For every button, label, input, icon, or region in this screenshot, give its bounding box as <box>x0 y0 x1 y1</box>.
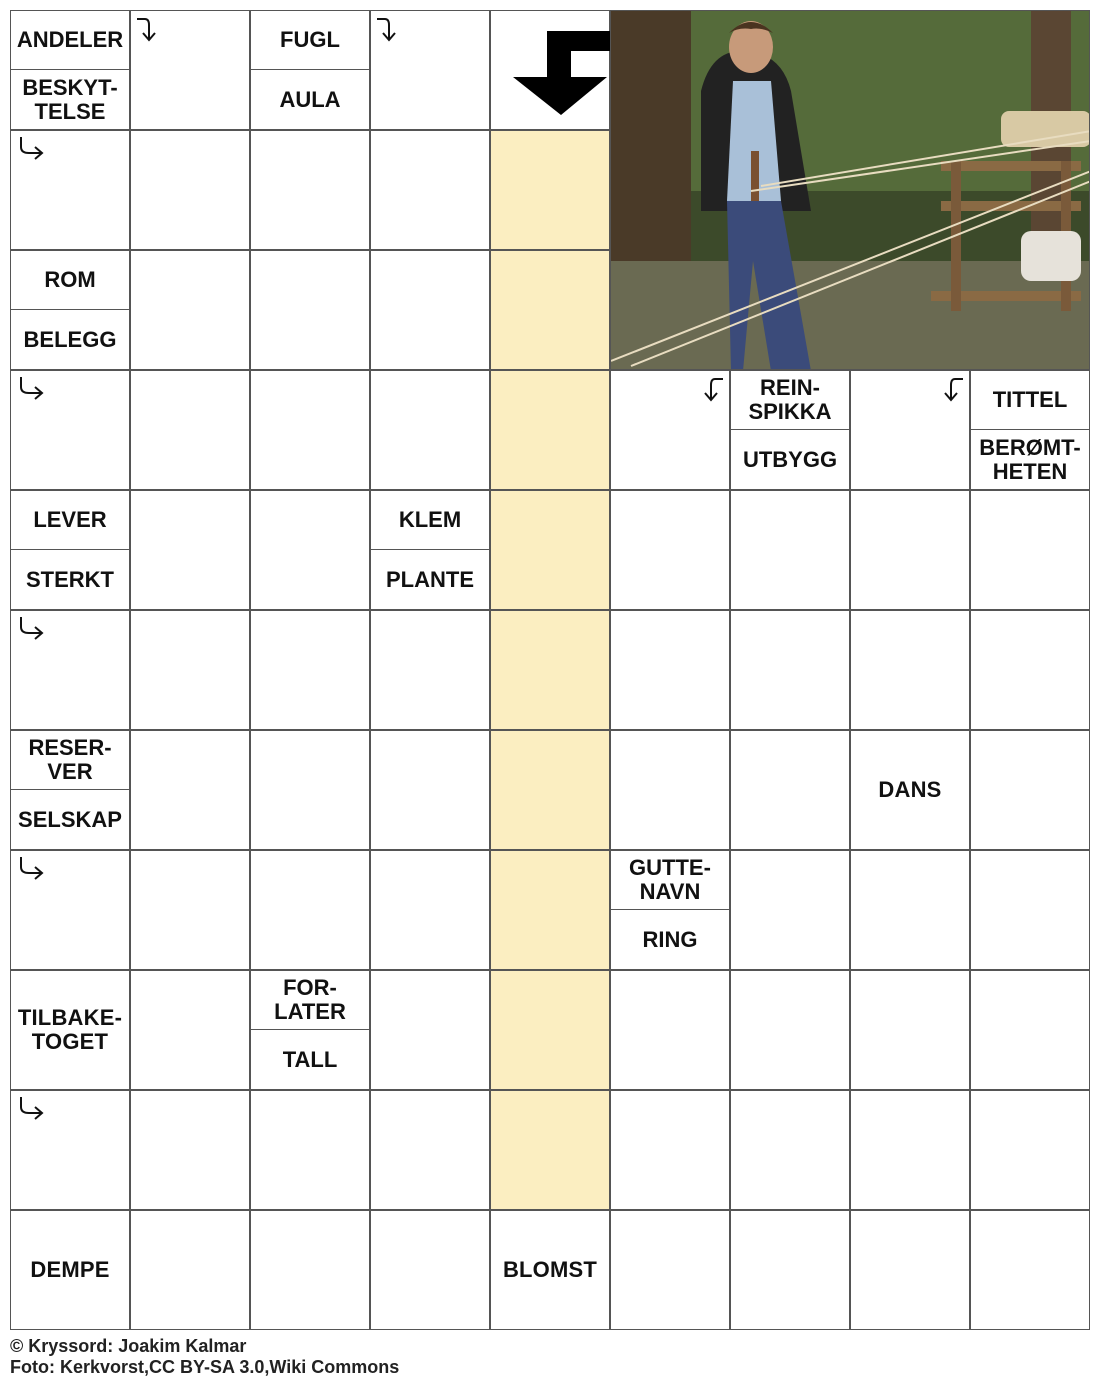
answer-cell[interactable] <box>610 1090 730 1210</box>
clue-cell-reinspikka-utbygg <box>730 370 850 490</box>
answer-cell[interactable] <box>130 850 250 970</box>
answer-cell[interactable] <box>610 730 730 850</box>
answer-cell[interactable] <box>130 1210 250 1330</box>
clue-klem: KLEM <box>371 491 489 550</box>
clue-ring: RING <box>642 926 698 952</box>
answer-cell[interactable] <box>250 130 370 250</box>
clue-cell-rom-belegg <box>10 250 130 370</box>
clue-tilbaketoget: TILBAKE- TOGET <box>10 970 130 1090</box>
answer-cell[interactable] <box>10 1090 130 1210</box>
clue-aula: AULA <box>279 86 341 112</box>
clue-dans: DANS <box>850 730 970 850</box>
answer-cell[interactable] <box>130 1090 250 1210</box>
answer-cell[interactable] <box>370 250 490 370</box>
answer-cell[interactable] <box>730 730 850 850</box>
answer-cell[interactable] <box>610 1210 730 1330</box>
solution-cell[interactable] <box>490 370 610 490</box>
answer-cell[interactable] <box>10 850 130 970</box>
answer-cell[interactable] <box>730 490 850 610</box>
answer-cell[interactable] <box>610 490 730 610</box>
answer-cell[interactable] <box>730 850 850 970</box>
clue-cell-fugl-aula <box>250 10 370 130</box>
clue-cell-klem-plante <box>370 490 490 610</box>
answer-cell[interactable] <box>250 370 370 490</box>
solution-cell[interactable] <box>490 250 610 370</box>
answer-cell[interactable] <box>250 610 370 730</box>
solution-arrow-cell <box>490 10 610 130</box>
answer-cell[interactable] <box>970 1090 1090 1210</box>
arrow-right-icon <box>15 855 45 885</box>
arrow-right-icon <box>15 375 45 405</box>
solution-cell[interactable] <box>490 970 610 1090</box>
answer-cell[interactable] <box>370 730 490 850</box>
solution-cell[interactable] <box>490 850 610 970</box>
clue-forlater: FOR- LATER <box>251 971 369 1030</box>
answer-cell[interactable] <box>250 250 370 370</box>
arrow-down-left-icon <box>935 375 965 405</box>
solution-cell[interactable] <box>490 1090 610 1210</box>
clue-beskyttelse: BESKYT- TELSE <box>22 74 118 124</box>
answer-cell[interactable] <box>370 610 490 730</box>
answer-cell[interactable] <box>10 370 130 490</box>
answer-cell[interactable] <box>250 1210 370 1330</box>
solution-cell[interactable] <box>490 130 610 250</box>
solution-cell[interactable] <box>490 730 610 850</box>
answer-cell[interactable] <box>130 370 250 490</box>
answer-cell[interactable] <box>250 850 370 970</box>
crossword-grid <box>10 10 1090 1330</box>
answer-cell[interactable] <box>370 1210 490 1330</box>
answer-cell[interactable] <box>10 610 130 730</box>
credit-photo: Foto: Kerkvorst,CC BY-SA 3.0,Wiki Commons <box>10 1356 400 1377</box>
answer-cell[interactable] <box>970 1210 1090 1330</box>
arrow-down-icon <box>135 15 165 45</box>
solution-cell[interactable] <box>490 610 610 730</box>
answer-cell[interactable] <box>850 370 970 490</box>
clue-cell-andeler-beskyttelse <box>10 10 130 130</box>
answer-cell[interactable] <box>10 130 130 250</box>
answer-cell[interactable] <box>850 850 970 970</box>
clue-cell-guttenavn-ring <box>610 850 730 970</box>
answer-cell[interactable] <box>970 730 1090 850</box>
clue-cell-forlater-tall <box>250 970 370 1090</box>
credits <box>10 1336 399 1377</box>
answer-cell[interactable] <box>130 10 250 130</box>
clue-andeler: ANDELER <box>11 11 129 70</box>
answer-cell[interactable] <box>130 730 250 850</box>
answer-cell[interactable] <box>730 1090 850 1210</box>
answer-cell[interactable] <box>970 490 1090 610</box>
clue-beromtheten: BERØMT- HETEN <box>979 434 1081 484</box>
answer-cell[interactable] <box>850 970 970 1090</box>
answer-cell[interactable] <box>850 1210 970 1330</box>
photo-rope-maker <box>611 11 1090 370</box>
clue-cell-tittel-beromtheten <box>970 370 1090 490</box>
answer-cell[interactable] <box>250 1090 370 1210</box>
clue-lever: LEVER <box>11 491 129 550</box>
answer-cell[interactable] <box>250 730 370 850</box>
photo <box>610 10 1090 370</box>
credit-crossword: © Kryssord: Joakim Kalmar <box>10 1336 247 1356</box>
arrow-right-icon <box>15 1095 45 1125</box>
clue-blomst: BLOMST <box>490 1210 610 1330</box>
answer-cell[interactable] <box>850 610 970 730</box>
clue-tittel: TITTEL <box>971 371 1089 430</box>
clue-reserver: RESER- VER <box>11 731 129 790</box>
arrow-down-icon <box>375 15 405 45</box>
clue-cell-lever-sterkt <box>10 490 130 610</box>
solution-cell[interactable] <box>490 490 610 610</box>
clue-belegg: BELEGG <box>23 326 117 352</box>
clue-cell-reserver-selskap <box>10 730 130 850</box>
answer-cell[interactable] <box>130 130 250 250</box>
answer-cell[interactable] <box>370 130 490 250</box>
answer-cell[interactable] <box>970 610 1090 730</box>
arrow-right-icon <box>15 615 45 645</box>
clue-rom: ROM <box>11 251 129 310</box>
clue-guttenavn: GUTTE- NAVN <box>611 851 729 910</box>
answer-cell[interactable] <box>370 370 490 490</box>
clue-tall: TALL <box>282 1046 338 1072</box>
clue-fugl: FUGL <box>251 11 369 70</box>
answer-cell[interactable] <box>970 850 1090 970</box>
clue-utbygg: UTBYGG <box>742 446 838 472</box>
answer-cell[interactable] <box>610 610 730 730</box>
arrow-right-icon <box>15 135 45 165</box>
clue-dempe: DEMPE <box>10 1210 130 1330</box>
answer-cell[interactable] <box>730 1210 850 1330</box>
answer-cell[interactable] <box>730 610 850 730</box>
clue-reinspikka: REIN- SPIKKA <box>731 371 849 430</box>
answer-cell[interactable] <box>370 1090 490 1210</box>
answer-cell[interactable] <box>730 970 850 1090</box>
answer-cell[interactable] <box>370 850 490 970</box>
answer-cell[interactable] <box>970 970 1090 1090</box>
answer-cell[interactable] <box>130 490 250 610</box>
answer-cell[interactable] <box>850 490 970 610</box>
clue-selskap: SELSKAP <box>18 806 122 832</box>
clue-sterkt: STERKT <box>26 566 114 592</box>
answer-cell[interactable] <box>850 1090 970 1210</box>
answer-cell[interactable] <box>130 610 250 730</box>
answer-cell[interactable] <box>130 250 250 370</box>
answer-cell[interactable] <box>250 490 370 610</box>
answer-cell[interactable] <box>610 970 730 1090</box>
big-arrow-down-icon <box>501 25 611 117</box>
answer-cell[interactable] <box>610 370 730 490</box>
answer-cell[interactable] <box>130 970 250 1090</box>
answer-cell[interactable] <box>370 970 490 1090</box>
arrow-down-left-icon <box>695 375 725 405</box>
answer-cell[interactable] <box>370 10 490 130</box>
clue-plante: PLANTE <box>386 566 474 592</box>
